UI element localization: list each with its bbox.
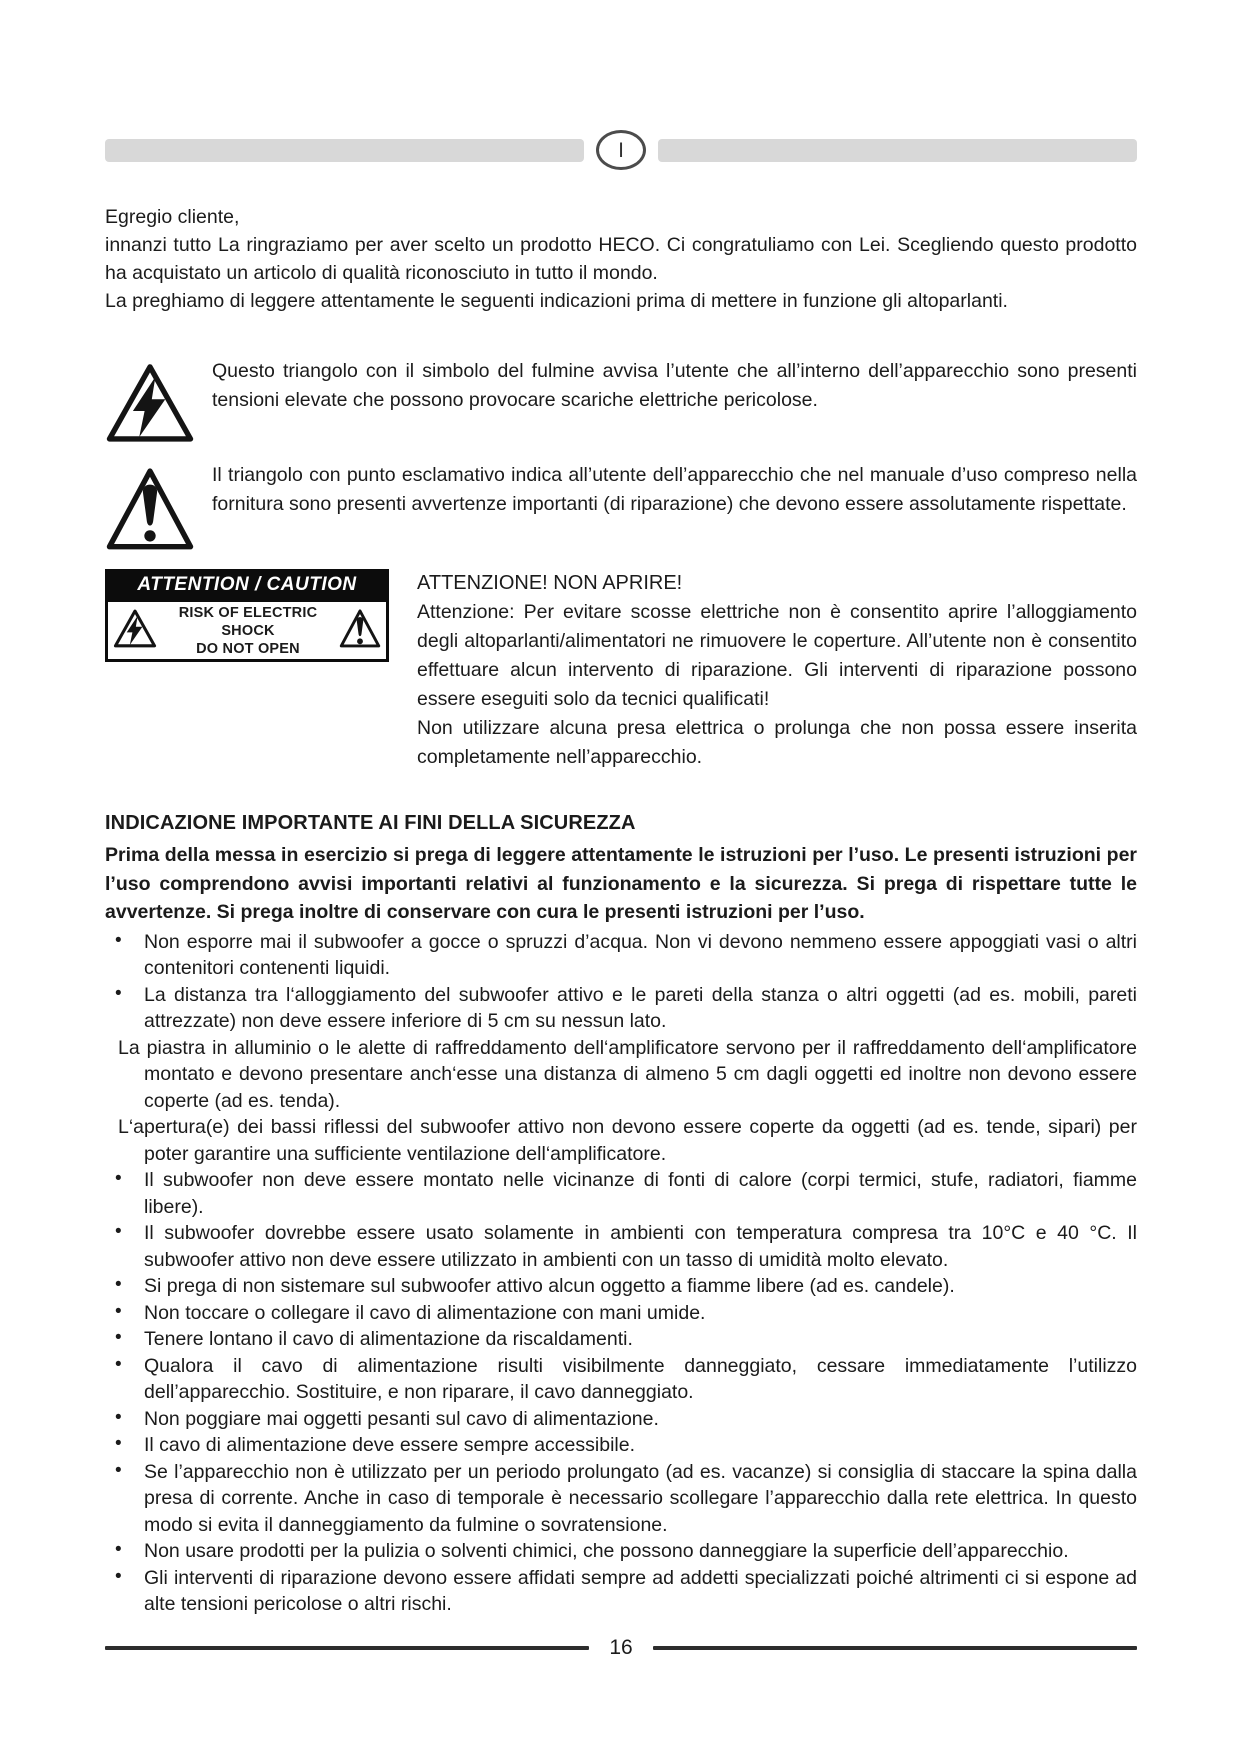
caution-label-body — [108, 600, 386, 659]
footer-rule-right — [653, 1646, 1137, 1650]
divider-bar-right — [658, 139, 1137, 162]
caution-heading: ATTENZIONE! NON APRIRE! — [417, 572, 683, 594]
language-badge — [596, 130, 646, 170]
language-badge-label: I — [618, 138, 624, 162]
warning-important-notes — [105, 461, 1137, 557]
safety-list-item: • Gli interventi di riparazione devono essere affidati sempre ad addetti specializzati poiché altrimenti ci si espone ad alte tensioni pericolose o altri rischi. — [105, 1565, 1137, 1618]
language-divider — [105, 130, 1137, 170]
safety-list-item: L‘apertura(e) dei bassi riflessi del subwoofer attivo non devono essere coperte da oggetti (ad es. tende, sipari) per poter garantire una sufficiente ventilazione dell‘amplificatore. — [118, 1116, 1137, 1165]
caution-label-text — [157, 604, 339, 658]
safety-list-item: • Non usare prodotti per la pulizia o solventi chimici, che possono danneggiare la superficie dell’apparecchio. — [105, 1538, 1137, 1565]
footer-rule-left — [105, 1646, 589, 1650]
caution-label-title: ATTENTION / CAUTION — [108, 572, 386, 600]
safety-list-item: • Si prega di non sistemare sul subwoofer attivo alcun oggetto a fiamme libere (ad es. candele). — [105, 1273, 1137, 1300]
safety-list-item: • Tenere lontano il cavo di alimentazione da riscaldamenti. — [105, 1326, 1137, 1353]
safety-list-item: • Il subwoofer non deve essere montato nelle vicinanze di fonti di calore (corpi termici, stufe, radiatori, fiamme libere). — [105, 1167, 1137, 1220]
exclamation-triangle-small-icon — [339, 608, 381, 653]
caution-text-block — [417, 569, 1137, 772]
safety-list-item: • Qualora il cavo di alimentazione risulti visibilmente danneggiato, cessare immediatamente l’utilizzo dell’apparecchio. Sostituire, e non riparare, il cavo danneggiato. — [105, 1353, 1137, 1406]
caution-body: Attenzione: Per evitare scosse elettriche non è consentito aprire l’alloggiamento degli altoparlanti/alimentatori ne rimuovere le coperture. All’utente non è consentito effettuare alcun intervento di riparazione. Gli interventi di riparazione possono essere eseguiti solo da tecnici qualificati! — [417, 601, 1137, 710]
safety-list-item: • Non esporre mai il subwoofer a gocce o spruzzi d’acqua. Non vi devono nemmeno essere appoggiati vasi o altri contenitori contenenti liquidi. — [105, 929, 1137, 982]
exclamation-triangle-icon — [105, 461, 212, 557]
safety-list-item: • Se l’apparecchio non è utilizzato per un periodo prolungato (ad es. vacanze) si consiglia di staccare la spina dalla presa di corrente. Anche in caso di temporale è necessario scollegare l’apparecchio dalla rete elettrica. In questo modo si evita il danneggiamento da fulmine o sovratensione. — [105, 1459, 1137, 1539]
safety-intro: Prima della messa in esercizio si prega di leggere attentamente le istruzioni per l’uso. Le presenti istruzioni per l’uso comprendono avvisi importanti relativi al funzionamento e la sicurezza. Si prega di rispettare tutte le avvertenze. Si prega inoltre di conservare con cura le presenti istruzioni per l’uso. — [105, 844, 1137, 923]
safety-list-item: • Il cavo di alimentazione deve essere sempre accessibile. — [105, 1432, 1137, 1459]
caution-body2: Non utilizzare alcuna presa elettrica o prolunga che non possa essere inserita completamente nell’apparecchio. — [417, 717, 1137, 768]
safety-list-item: La piastra in alluminio o le alette di raffreddamento dell‘amplificatore servono per il raffreddamento dell‘amplificatore montato e devono presentare anch‘esse una distanza di almeno 5 cm dagli oggetti ed inoltre non devono essere coperte (ad es. tenda). — [118, 1036, 1137, 1112]
safety-list-item: • Non toccare o collegare il cavo di alimentazione con mani umide. — [105, 1300, 1137, 1327]
caution-label-box — [105, 569, 389, 662]
caution-label-line2: DO NOT OPEN — [196, 640, 300, 657]
caution-section — [105, 569, 1137, 772]
safety-list-item: • Non poggiare mai oggetti pesanti sul cavo di alimentazione. — [105, 1406, 1137, 1433]
intro-section — [105, 203, 1137, 315]
safety-heading: INDICAZIONE IMPORTANTE AI FINI DELLA SICUREZZA — [105, 812, 636, 834]
high-voltage-triangle-small-icon — [113, 608, 157, 653]
warnings-section — [105, 357, 1137, 557]
safety-list — [105, 929, 1137, 1618]
caution-label-line1: RISK OF ELECTRIC SHOCK — [178, 604, 318, 639]
warning-important-notes-text: Il triangolo con punto esclamativo indica all’utente dell’apparecchio che nel manuale d’uso compreso nella fornitura sono presenti avvertenze importanti (di riparazione) che devono essere assolutamente rispettate. — [212, 464, 1137, 515]
warning-high-voltage-text: Questo triangolo con il simbolo del fulmine avvisa l’utente che all’interno dell’apparecchio sono presenti tensioni elevate che possono provocare scariche elettriche pericolose. — [212, 360, 1137, 411]
intro-paragraph: innanzi tutto La ringraziamo per aver scelto un prodotto HECO. Ci congratuliamo con Lei. Scegliendo questo prodotto ha acquistato un articolo di qualità riconosciuto in tutto il mondo. — [105, 234, 1137, 284]
page-number: 16 — [609, 1636, 633, 1659]
divider-bar-left — [105, 139, 584, 162]
warning-high-voltage — [105, 357, 1137, 449]
safety-list-item: • Il subwoofer dovrebbe essere usato solamente in ambienti con temperatura compresa tra 10°C e 40 °C. Il subwoofer attivo non deve essere utilizzato in ambienti con un tasso di umidità molto elevato. — [105, 1220, 1137, 1273]
intro-note: La preghiamo di leggere attentamente le seguenti indicazioni prima di mettere in funzione gli altoparlanti. — [105, 290, 1008, 312]
high-voltage-triangle-icon — [105, 357, 212, 449]
page-footer — [105, 1636, 1137, 1660]
intro-salutation: Egregio cliente, — [105, 206, 240, 228]
safety-list-item: • La distanza tra l‘alloggiamento del subwoofer attivo e le pareti della stanza o altri oggetti (ad es. mobili, pareti attrezzate) non deve essere inferiore di 5 cm su nessun lato. — [105, 982, 1137, 1035]
